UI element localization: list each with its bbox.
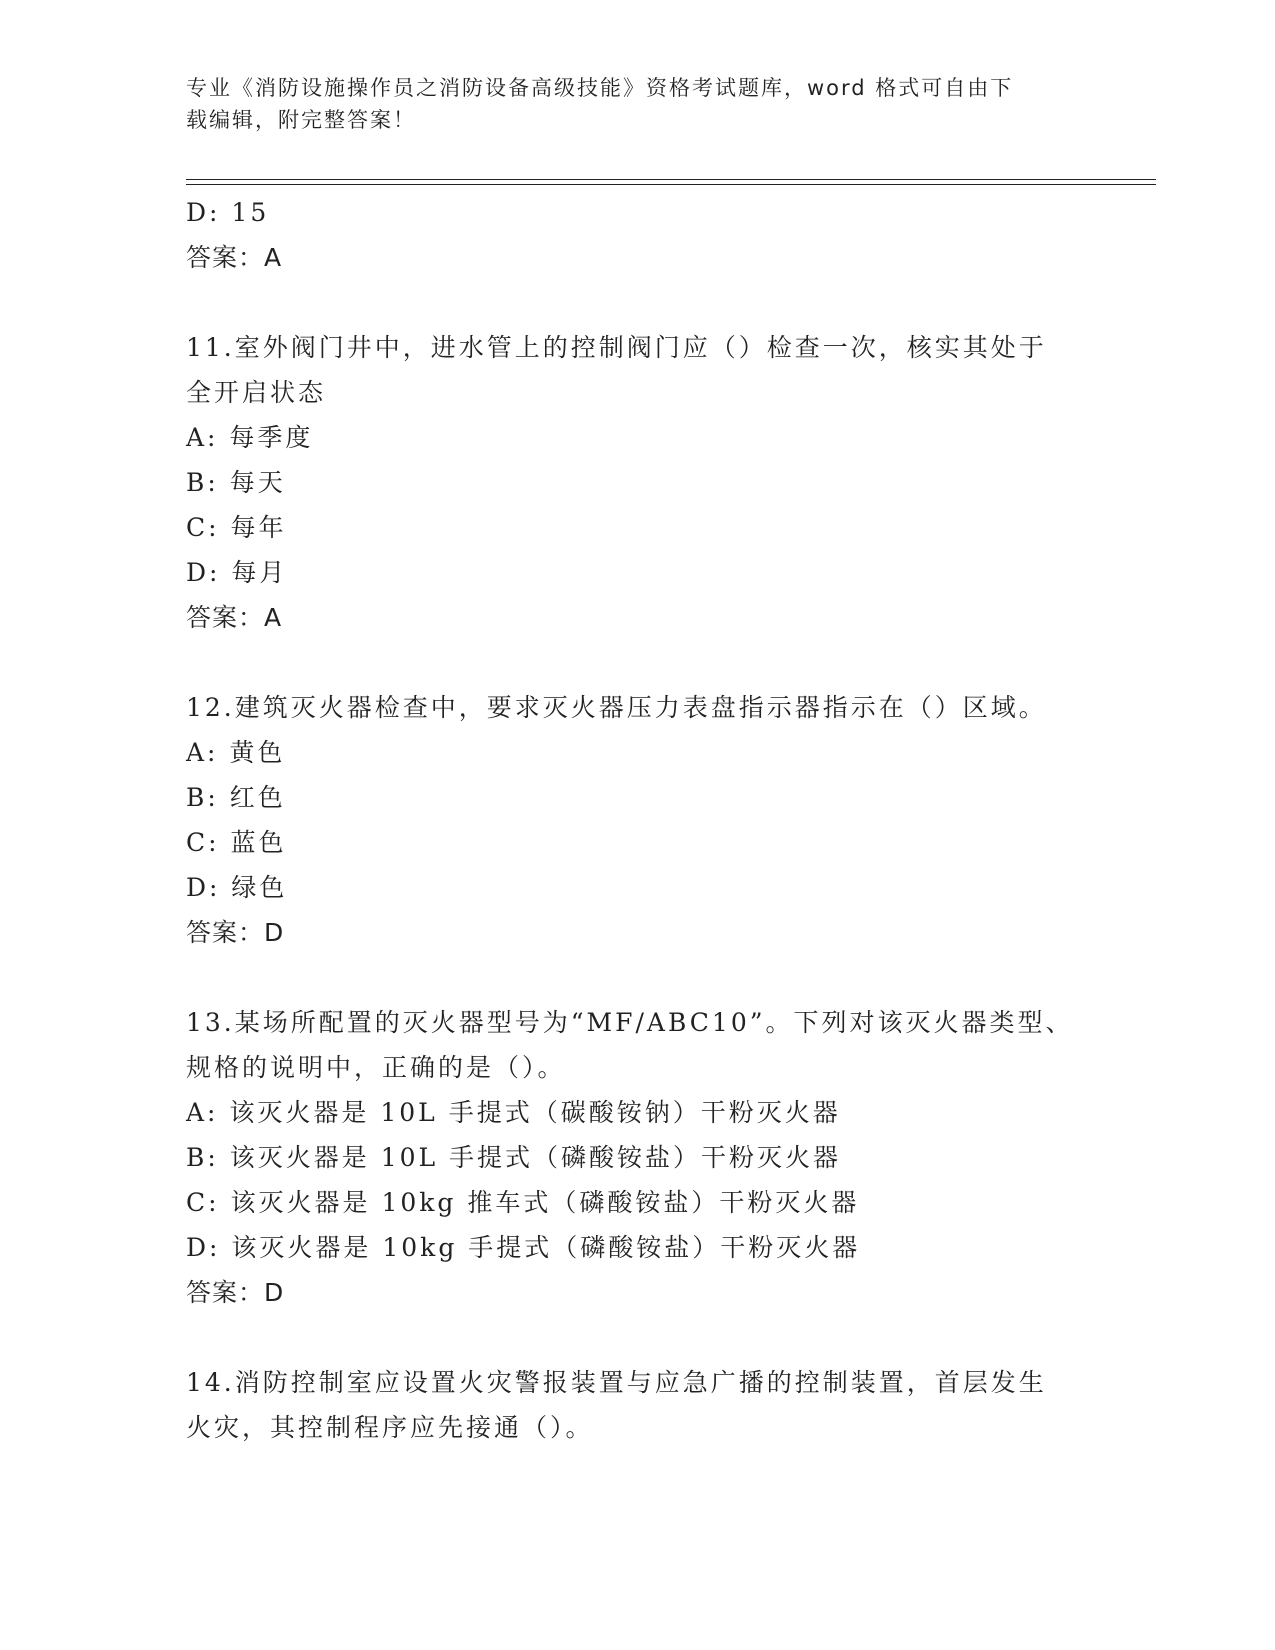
option-d: D: 15: [186, 198, 270, 227]
option-c: C: 每年: [186, 513, 287, 542]
answer-line: 答案：A: [186, 603, 283, 632]
option-b: B: 每天: [186, 468, 286, 497]
question-14: [186, 1360, 1086, 1450]
spacer: [186, 640, 1086, 685]
answer-line: 答案：D: [186, 1278, 285, 1307]
question-13: [186, 1000, 1086, 1315]
option-a: A: 该灭火器是 10L 手提式（碳酸铵钠）干粉灭火器: [186, 1098, 841, 1127]
question-stem: 全开启状态: [186, 378, 327, 407]
question-12: [186, 685, 1086, 955]
answer-line: 答案：D: [186, 918, 285, 947]
answer-line: 答案：A: [186, 243, 283, 272]
question-stem: 14.消防控制室应设置火灾警报装置与应急广播的控制装置，首层发生: [186, 1368, 1047, 1397]
question-stem: 规格的说明中，正确的是（）。: [186, 1053, 566, 1082]
option-d: D: 每月: [186, 558, 288, 587]
question-stem: 火灾，其控制程序应先接通（）。: [186, 1413, 594, 1442]
option-d: D: 该灭火器是 10kg 手提式（磷酸铵盐）干粉灭火器: [186, 1233, 861, 1262]
question-stem: 12.建筑灭火器检查中，要求灭火器压力表盘指示器指示在（）区域。: [186, 693, 1047, 722]
header-divider-top: [186, 179, 1156, 180]
spacer: [186, 280, 1086, 325]
question-content: [186, 190, 1086, 1450]
spacer: [186, 955, 1086, 1000]
option-a: A: 黄色: [186, 738, 286, 767]
option-b: B: 该灭火器是 10L 手提式（磷酸铵盐）干粉灭火器: [186, 1143, 842, 1172]
option-a: A: 每季度: [186, 423, 314, 452]
page-header: [186, 72, 1066, 136]
question-stem: 11.室外阀门井中，进水管上的控制阀门应（）检查一次，核实其处于: [186, 333, 1047, 362]
header-line-1: 专业《消防设施操作员之消防设备高级技能》资格考试题库，word 格式可自由下: [186, 76, 1014, 100]
option-b: B: 红色: [186, 783, 286, 812]
spacer: [186, 1315, 1086, 1360]
question-stem: 13.某场所配置的灭火器型号为“MF/ABC10”。下列对该灭火器类型、: [186, 1008, 1074, 1037]
header-line-2: 载编辑，附完整答案！: [186, 108, 416, 132]
option-c: C: 该灭火器是 10kg 推车式（磷酸铵盐）干粉灭火器: [186, 1188, 860, 1217]
header-divider-bottom: [186, 184, 1156, 185]
question-11: [186, 325, 1086, 640]
option-c: C: 蓝色: [186, 828, 287, 857]
option-d: D: 绿色: [186, 873, 288, 902]
